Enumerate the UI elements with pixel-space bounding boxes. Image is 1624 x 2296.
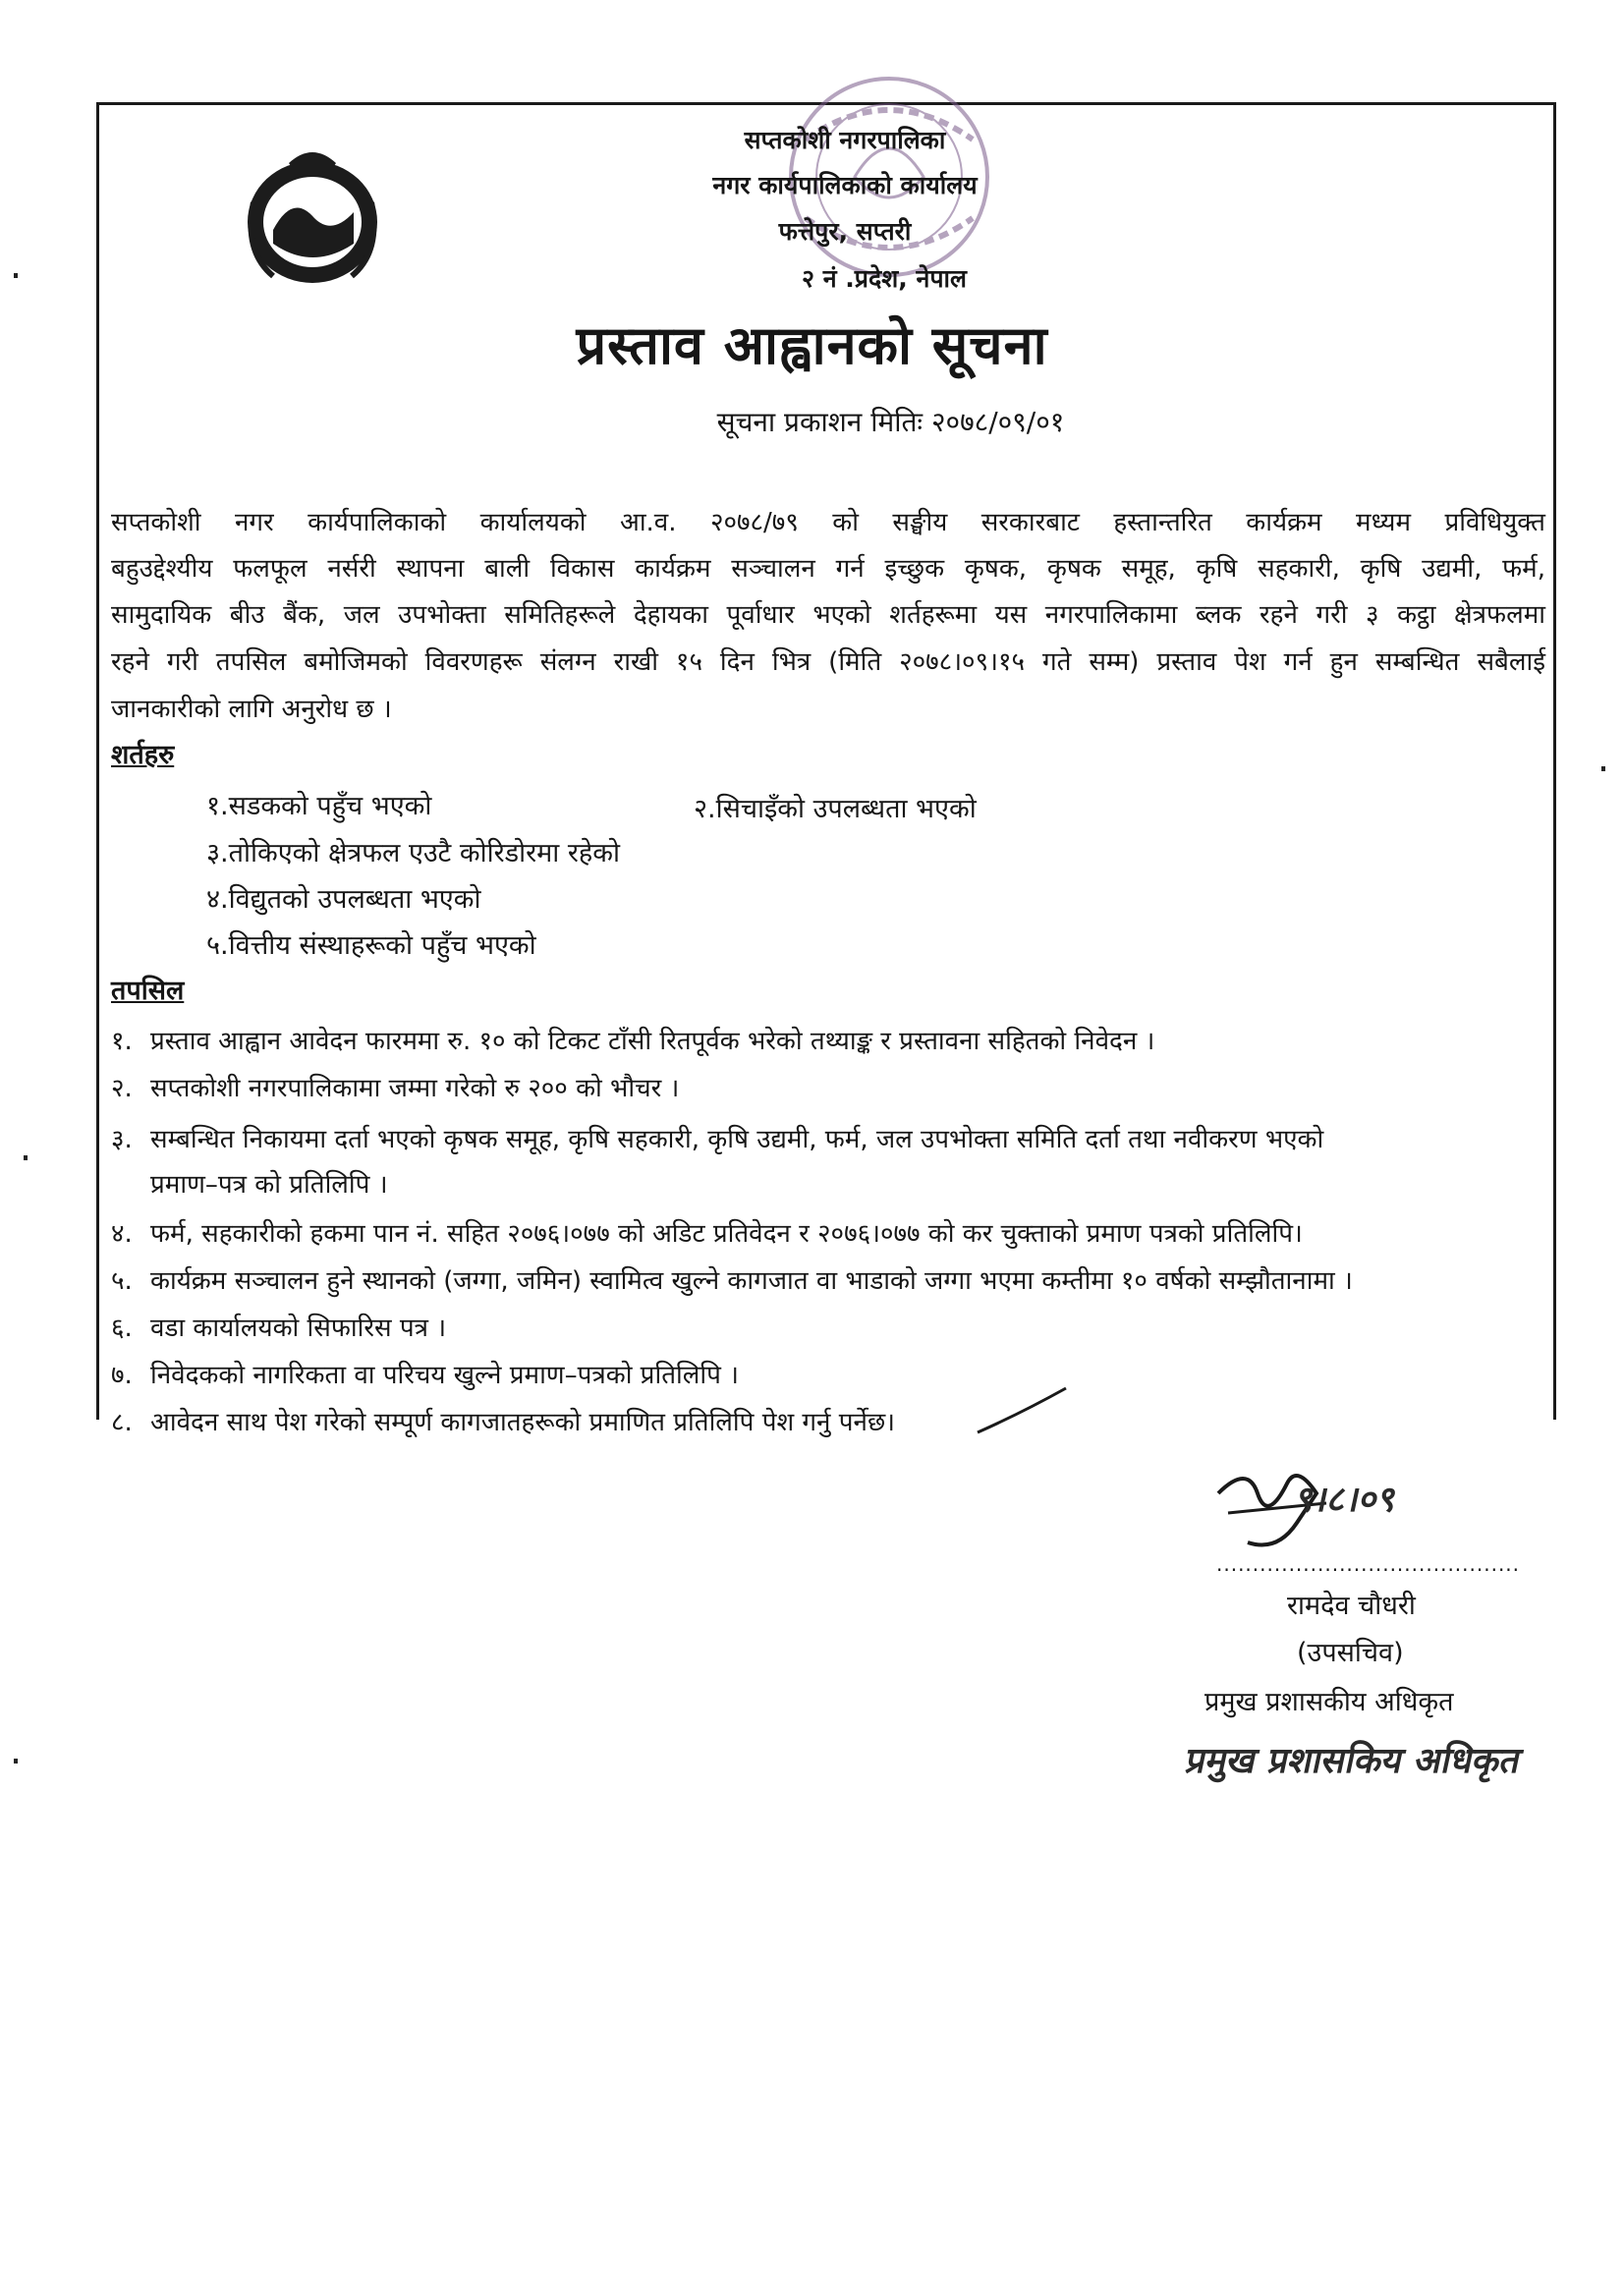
details-heading: तपसिल [111,976,185,1006]
detail-item: १. प्रस्ताव आह्वान आवेदन फारममा रु. १० को टिकट टाँसी रितपूर्वक भरेको तथ्याङ्क र प्रस्तावना सहितको निवेदन । [111,1027,1155,1056]
signatory-name: रामदेव चौधरी [1287,1591,1416,1621]
handwritten-date: ९।८।०९ [1292,1479,1402,1520]
scan-speck [24,1155,28,1160]
office-name: नगर कार्यपालिकाको कार्यालय [712,171,978,199]
condition-item: ४.विद्युतको उपलब्धता भएको [206,884,481,915]
scan-speck [14,1759,18,1764]
intro-line: सामुदायिक बीउ बैंक, जल उपभोक्ता समितिहरूले देहायका पूर्वाधार भएको शर्तहरूमा यस नगरपालिकामा ब्लक रहने गरी ३ कट्ठा क्षेत्रफलमा [111,600,1545,630]
role-stamp: प्रमुख प्रशासकिय अधिकृत [1182,1740,1526,1781]
signatory-role: प्रमुख प्रशासकीय अधिकृत [1204,1687,1454,1717]
detail-item: ६. वडा कार्यालयको सिफारिस पत्र । [111,1314,447,1343]
intro-line: रहने गरी तपसिल बमोजिमको विवरणहरू संलग्न राखी १५ दिन भित्र (मिति २०७८।०९।१५ गते सम्म) प्रस्ताव पेश गर्न हुन सम्बन्धित सबैलाई [111,647,1545,677]
condition-item: ३.तोकिएको क्षेत्रफल एउटै कोरिडोरमा रहेको [206,838,620,868]
detail-item: प्रमाण–पत्र को प्रतिलिपि । [150,1170,388,1200]
municipality-name: सप्तकोशी नगरपालिका [744,126,946,154]
scan-speck [1601,766,1605,771]
publication-date: सूचना प्रकाशन मितिः २०७८/०९/०१ [716,406,1065,438]
detail-item: ३. सम्बन्धित निकायमा दर्ता भएको कृषक समूह, कृषि सहकारी, कृषि उद्यमी, फर्म, जल उपभोक्ता समिति दर्ता तथा नवीकरण भएको [111,1125,1324,1154]
office-address: फत्तेपुर, सप्तरी [778,217,912,246]
condition-item: १.सडकको पहुँच भएको [206,791,432,821]
detail-item: २. सप्तकोशी नगरपालिकामा जम्मा गरेको रु २०० को भौचर । [111,1074,680,1103]
detail-item: ४. फर्म, सहकारीको हकमा पान नं. सहित २०७६।०७७ को अडिट प्रतिवेदन र २०७६।०७७ को कर चुक्ताको प्रमाण पत्रको प्रतिलिपि। [111,1219,1303,1249]
closing-stroke [973,1383,1071,1442]
signature-dotted-line: .......................................... [1216,1552,1521,1576]
signatory-designation: (उपसचिव) [1297,1638,1404,1668]
detail-item: ८. आवेदन साथ पेश गरेको सम्पूर्ण कागजातहरूको प्रमाणित प्रतिलिपि पेश गर्नु पर्नेछ। [111,1408,896,1437]
province-name: २ नं .प्रदेश, नेपाल [802,264,967,293]
detail-item: ७. निवेदकको नागरिकता वा परिचय खुल्ने प्रमाण–पत्रको प्रतिलिपि । [111,1361,740,1390]
intro-line: बहुउद्देश्यीय फलफूल नर्सरी स्थापना बाली विकास कार्यक्रम सञ्चालन गर्न इच्छुक कृषक, कृषक समूह, कृषि सहकारी, कृषि उद्यमी, फर्म, [111,554,1545,584]
detail-item: ५. कार्यक्रम सञ्चालन हुने स्थानको (जग्गा, जमिन) स्वामित्व खुल्ने कागजात वा भाडाको जग्गा भएमा कम्तीमा १० वर्षको सम्झौतानामा । [111,1266,1353,1296]
intro-line: सप्तकोशी नगर कार्यपालिकाको कार्यालयको आ.व. २०७८/७९ को सङ्घीय सरकारबाट हस्तान्तरित कार्यक्रम मध्यम प्रविधियुक्त [111,508,1545,537]
scan-speck [14,273,18,278]
notice-title: प्रस्ताव आह्वानको सूचना [576,314,1048,376]
condition-item: ५.वित्तीय संस्थाहरूको पहुँच भएको [206,930,536,961]
condition-item: २.सिचाइँको उपलब्धता भएको [694,794,977,824]
intro-line: जानकारीको लागि अनुरोध छ । [111,695,392,724]
nepal-emblem-icon [234,134,393,291]
conditions-heading: शर्तहरु [111,740,175,770]
